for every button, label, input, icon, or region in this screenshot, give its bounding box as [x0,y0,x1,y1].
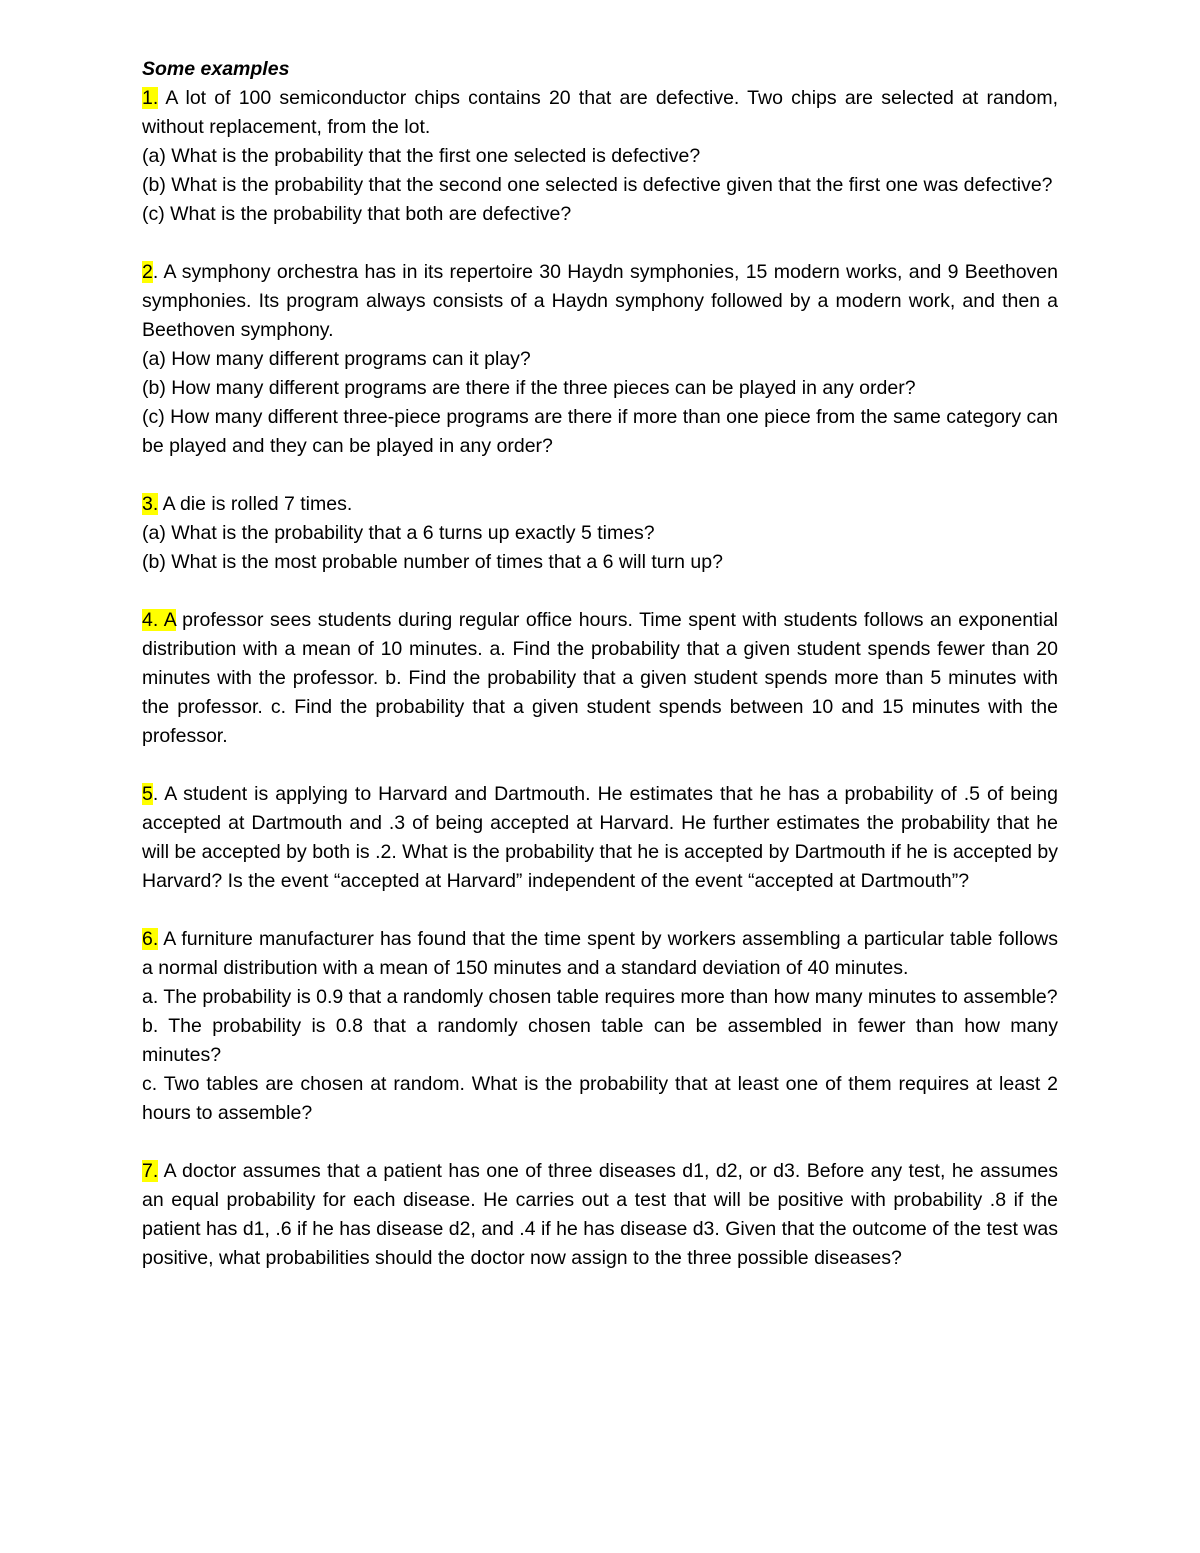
problem-intro [142,1157,1058,1273]
problem-part: (a) What is the probability that the first one selected is defective? [142,145,701,167]
problem-number-highlight: 5 [142,783,153,805]
document-page [142,55,1058,1302]
problem-number-highlight: 1. [142,87,159,109]
problem-part: (a) What is the probability that a 6 turns up exactly 5 times? [142,522,655,544]
problem-text: . A symphony orchestra has in its repertoire 30 Haydn symphonies, 15 modern works, and 9 Beethoven symphonies. Its program always consists of a Haydn symphony followed by a modern work, and then a Beethoven symphony. [142,261,1058,341]
problem-number-highlight: 7. [142,1160,159,1182]
problem-part: (b) What is the probability that the second one selected is defective given that the first one was defective? [142,174,1053,196]
problem-4 [142,606,1058,751]
problem-part: (a) How many different programs can it play? [142,348,531,370]
problem-part: (b) How many different programs are there if the three pieces can be played in any order? [142,377,916,399]
problem-intro [142,490,1058,519]
document-title: Some examples [142,58,290,80]
problem-intro [142,606,1058,751]
problem-part: a. The probability is 0.9 that a randomly chosen table requires more than how many minutes to assemble? [142,986,1058,1008]
problem-text: A lot of 100 semiconductor chips contains 20 that are defective. Two chips are selected at random, without replacement, from the lot. [142,87,1058,138]
problem-text: A furniture manufacturer has found that the time spent by workers assembling a particular table follows a normal distribution with a mean of 150 minutes and a standard deviation of 40 minutes. [142,928,1058,979]
problem-intro [142,780,1058,896]
problem-text: . A student is applying to Harvard and Dartmouth. He estimates that he has a probability of .5 of being accepted at Dartmouth and .3 of being accepted at Harvard. He further estimates the probability that he will be accepted by both is .2. What is the probability that he is accepted by Dartmouth if he is accepted by Harvard? Is the event “accepted at Harvard” independent of the event “accepted at Dartmouth”? [142,783,1058,892]
problem-part: (c) What is the probability that both are defective? [142,203,572,225]
problem-number-highlight: 2 [142,261,153,283]
problem-text: A die is rolled 7 times. [158,493,353,515]
problem-text: A doctor assumes that a patient has one of three diseases d1, d2, or d3. Before any test, he assumes an equal probability for each disease. He carries out a test that will be positive with probability .8 if the patient has d1, .6 if he has disease d2, and .4 if he has disease d3. Given that the outcome of the test was positive, what probabilities should the doctor now assign to the three possible diseases? [142,1160,1059,1269]
problem-6 [142,925,1058,1128]
problem-part: c. Two tables are chosen at random. What is the probability that at least one of them requires at least 2 hours to assemble? [142,1073,1058,1124]
problem-intro [142,258,1058,345]
problem-text: professor sees students during regular office hours. Time spent with students follows an exponential distribution with a mean of 10 minutes. a. Find the probability that a given student spends fewer than 20 minutes with the professor. b. Find the probability that a given student spends more than 5 minutes with the professor. c. Find the probability that a given student spends between 10 and 15 minutes with the professor. [142,609,1058,747]
problem-2 [142,258,1058,461]
problem-intro [142,925,1058,983]
problem-number-highlight: 3. [142,493,159,515]
problem-3 [142,490,1058,577]
problem-part: b. The probability is 0.8 that a randomly chosen table can be assembled in fewer than how many minutes? [142,1015,1058,1066]
problem-number-highlight: 6. [142,928,159,950]
problem-5 [142,780,1058,896]
problem-part: (b) What is the most probable number of times that a 6 will turn up? [142,551,723,573]
problem-intro [142,84,1058,142]
problem-part: (c) How many different three-piece programs are there if more than one piece from the same category can be played and they can be played in any order? [142,406,1058,457]
problem-1 [142,84,1058,229]
problem-7 [142,1157,1058,1273]
problem-number-highlight: 4. A [142,609,176,631]
